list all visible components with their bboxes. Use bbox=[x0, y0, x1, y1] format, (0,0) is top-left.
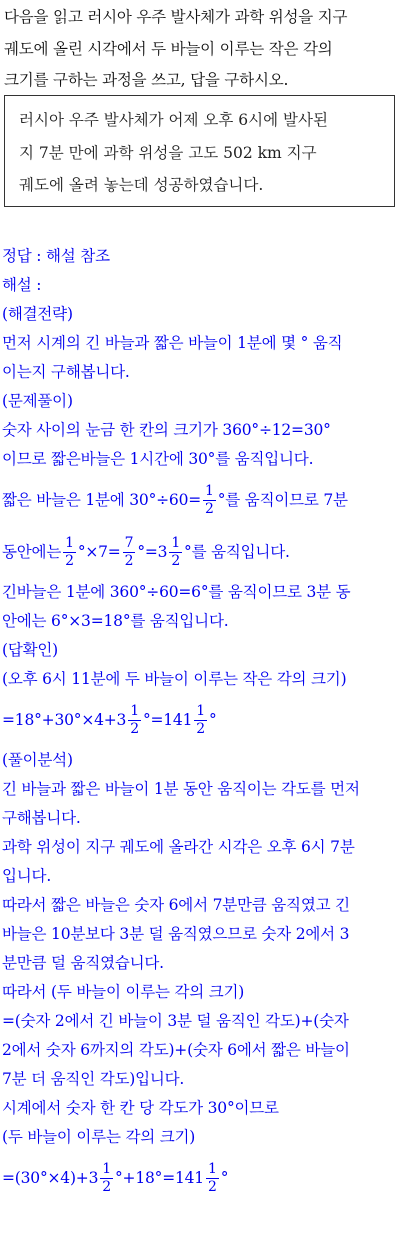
question-line-2: 궤도에 올린 시각에서 두 바늘이 이루는 작은 각의 bbox=[4, 39, 333, 58]
check-line-2-end: ° bbox=[208, 710, 217, 729]
passage-line-1: 러시아 우주 발사체가 어제 오후 6시에 발사된 bbox=[19, 111, 328, 129]
fraction-numerator: 1 bbox=[65, 534, 74, 551]
fraction-denominator: 2 bbox=[124, 552, 134, 569]
fraction-seven-halves bbox=[123, 535, 136, 570]
check-line-2-start: =18°+30°×4+3 bbox=[2, 710, 127, 729]
solve-line-4-end: °를 움직입니다. bbox=[184, 542, 290, 561]
strategy-line-2: 이는지 구해봅니다. bbox=[2, 363, 130, 381]
fraction-one-half bbox=[128, 703, 141, 738]
analysis-line-12: 시계에서 숫자 한 칸 당 각도가 30°이므로 bbox=[2, 1099, 279, 1117]
analysis-label: (풀이분석) bbox=[2, 751, 73, 769]
solve-line-4-equals: °=3 bbox=[137, 542, 168, 561]
solve-line-3 bbox=[2, 474, 398, 526]
check-line-2-mid: °=141 bbox=[142, 710, 193, 729]
solve-line-2: 이므로 짧은바늘은 1시간에 30°를 움직입니다. bbox=[2, 450, 314, 468]
fraction-numerator: 7 bbox=[124, 534, 134, 551]
fraction-numerator: 1 bbox=[171, 534, 181, 551]
analysis-line-9: =(숫자 2에서 긴 바늘이 3분 덜 움직인 각도)+(숫자 bbox=[2, 1012, 349, 1030]
fraction-denominator: 2 bbox=[102, 1178, 111, 1195]
fraction-denominator: 2 bbox=[130, 720, 139, 737]
fraction-denominator: 2 bbox=[205, 500, 214, 517]
strategy-line-1: 먼저 시계의 긴 바늘과 짧은 바늘이 1분에 몇 ° 움직 bbox=[2, 334, 343, 352]
analysis-line-8: 따라서 (두 바늘이 이루는 각의 크기) bbox=[2, 983, 245, 1001]
analysis-line-1: 긴 바늘과 짧은 바늘이 1분 동안 움직이는 각도를 먼저 bbox=[2, 780, 360, 798]
fraction-one-half bbox=[194, 703, 207, 738]
solve-line-4-start: 동안에는 bbox=[2, 542, 62, 561]
analysis-line-3: 과학 위성이 지구 궤도에 올라간 시각은 오후 6시 7분 bbox=[2, 838, 355, 856]
analysis-line-2: 구해봅니다. bbox=[2, 809, 81, 827]
explain-label: 해설 : bbox=[2, 276, 42, 294]
solve-line-6: 안에는 6°×3=18°를 움직입니다. bbox=[2, 612, 229, 630]
question-text bbox=[4, 2, 398, 97]
fraction-denominator: 2 bbox=[65, 552, 74, 569]
analysis-line-13: (두 바늘이 이루는 각의 크기) bbox=[2, 1128, 196, 1146]
final-formula-mid: °+18°=141 bbox=[114, 1168, 204, 1187]
solve-line-4-times: °×7= bbox=[77, 542, 121, 561]
solution bbox=[2, 242, 398, 1204]
analysis-line-10: 2에서 숫자 6까지의 각도)+(숫자 6에서 짧은 바늘이 bbox=[2, 1041, 350, 1059]
question-line-3: 크기를 구하는 과정을 쓰고, 답을 구하시오. bbox=[4, 71, 289, 89]
check-line-1: (오후 6시 11분에 두 바늘이 이루는 작은 각의 크기) bbox=[2, 670, 347, 688]
fraction-one-half bbox=[203, 483, 216, 518]
analysis-line-7: 분만큼 덜 움직였습니다. bbox=[2, 954, 164, 972]
final-formula bbox=[2, 1152, 398, 1204]
fraction-one-half bbox=[206, 1161, 219, 1196]
fraction-denominator: 2 bbox=[207, 1178, 217, 1195]
fraction-one-half bbox=[63, 535, 76, 570]
solve-line-3-start: 짧은 바늘은 1분에 30°÷60= bbox=[2, 490, 202, 509]
fraction-numerator: 1 bbox=[207, 1160, 217, 1177]
solve-line-3-end: °를 움직이므로 7분 bbox=[217, 490, 348, 509]
analysis-line-11: 7분 더 움직인 각도)입니다. bbox=[2, 1070, 185, 1088]
check-label: (답확인) bbox=[2, 641, 59, 659]
fraction-denominator: 2 bbox=[171, 552, 181, 569]
passage-line-3: 궤도에 올려 놓는데 성공하였습니다. bbox=[19, 176, 264, 194]
analysis-line-4: 입니다. bbox=[2, 867, 52, 885]
fraction-numerator: 1 bbox=[130, 702, 139, 719]
answer-label: 정답 : 해설 참조 bbox=[2, 247, 110, 265]
solve-line-5: 긴바늘은 1분에 360°÷60=6°를 움직이므로 3분 동 bbox=[2, 583, 351, 601]
passage-line-2: 지 7분 만에 과학 위성을 고도 502 km 지구 bbox=[19, 143, 317, 162]
fraction-one-half bbox=[169, 535, 182, 570]
solve-label: (문제풀이) bbox=[2, 392, 73, 410]
solve-line-1: 숫자 사이의 눈금 한 칸의 크기가 360°÷12=30° bbox=[2, 421, 331, 439]
passage-box bbox=[4, 95, 395, 207]
fraction-numerator: 1 bbox=[196, 702, 205, 719]
fraction-denominator: 2 bbox=[196, 720, 205, 737]
final-formula-end: ° bbox=[220, 1168, 229, 1187]
analysis-line-5: 따라서 짧은 바늘은 숫자 6에서 7분만큼 움직였고 긴 bbox=[2, 896, 350, 914]
fraction-numerator: 1 bbox=[205, 482, 214, 499]
strategy-label: (해결전략) bbox=[2, 305, 73, 323]
check-line-2 bbox=[2, 694, 398, 746]
final-formula-start: =(30°×4)+3 bbox=[2, 1168, 99, 1187]
fraction-one-half bbox=[100, 1161, 113, 1196]
solve-line-4 bbox=[2, 526, 398, 578]
analysis-line-6: 바늘은 10분보다 3분 덜 움직였으므로 숫자 2에서 3 bbox=[2, 925, 350, 943]
question-line-1: 다음을 읽고 러시아 우주 발사체가 과학 위성을 지구 bbox=[4, 8, 348, 26]
fraction-numerator: 1 bbox=[102, 1160, 111, 1177]
